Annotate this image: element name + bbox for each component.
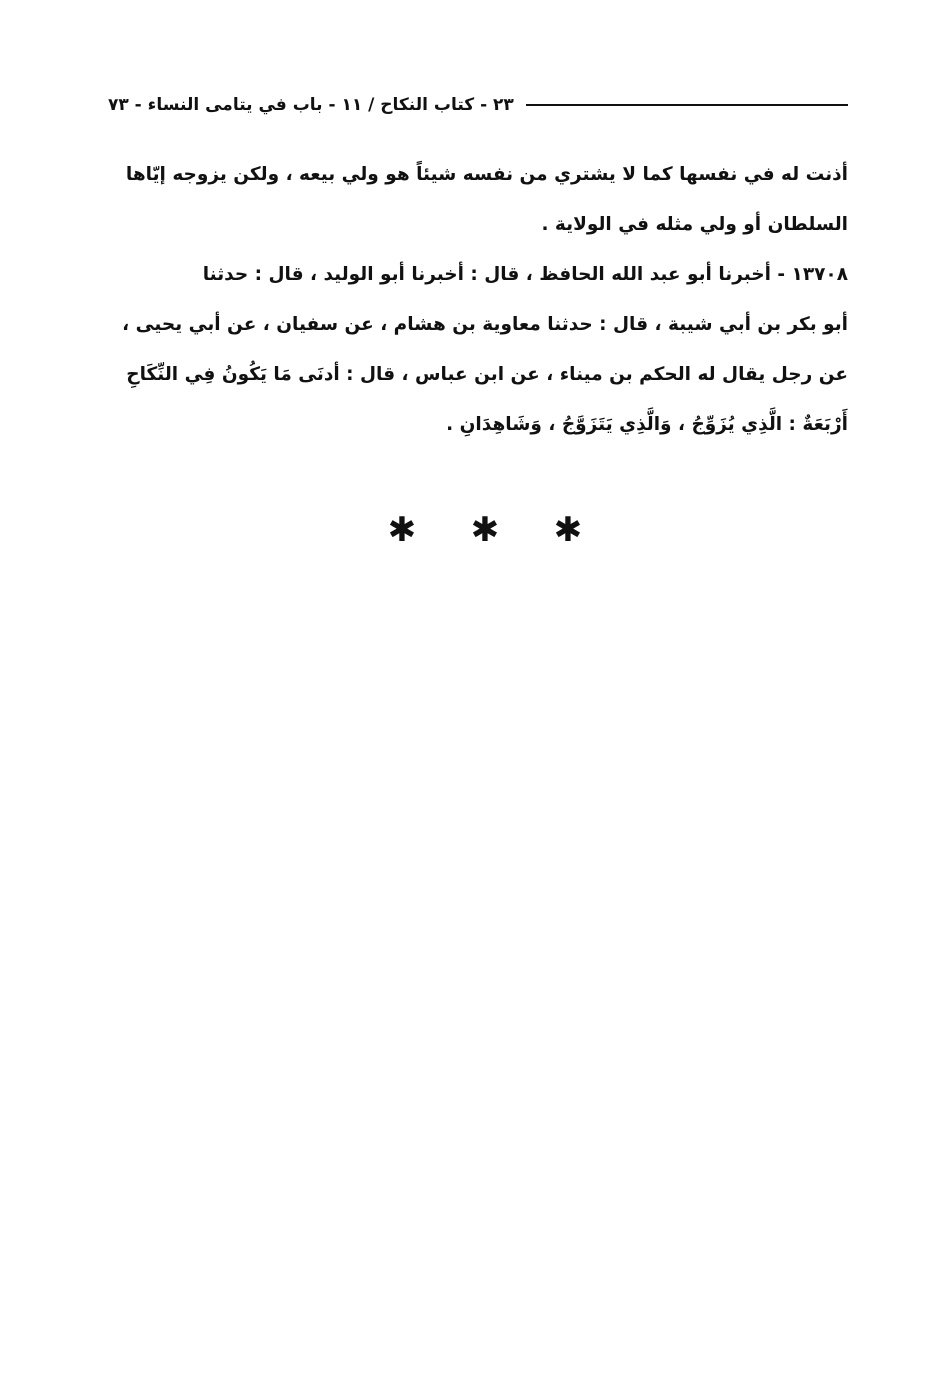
text-line: أَرْبَعَةٌ : الَّذِي يُزَوِّجُ ، وَالَّذِي يَتَزَوَّجُ ، وَشَاهِدَانِ .: [446, 414, 848, 435]
asterisk-icon: ✱: [470, 510, 500, 550]
running-title: ٢٣ - كتاب النكاح / ١١ - باب في يتامى النساء - ٧٣: [108, 95, 514, 115]
asterisk-icon: ✱: [387, 510, 417, 550]
text-line: السلطان أو ولي مثله في الولاية .: [541, 214, 848, 235]
asterisk-icon: ✱: [553, 510, 583, 550]
text-line: أبو بكر بن أبي شيبة ، قال : حدثنا معاوية بن هشام ، عن سفيان ، عن أبي يحيى ،: [122, 314, 848, 335]
text-line: ١٣٧٠٨ - أخبرنا أبو عبد الله الحافظ ، قال : أخبرنا أبو الوليد ، قال : حدثنا: [202, 264, 848, 285]
header-rule: [526, 104, 848, 106]
text-line: أذنت له في نفسها كما لا يشتري من نفسه شيئاً هو ولي بيعه ، ولكن يزوجه إيّاها: [125, 164, 848, 185]
running-header: [108, 90, 848, 120]
text-line: عن رجل يقال له الحكم بن ميناء ، عن ابن عباس ، قال : أدنَى مَا يَكُونُ فِي النِّكَاحِ: [126, 364, 848, 385]
hadith-paragraph: [108, 250, 848, 450]
section-separator: [380, 508, 590, 552]
paragraph-continuation: [108, 150, 848, 250]
